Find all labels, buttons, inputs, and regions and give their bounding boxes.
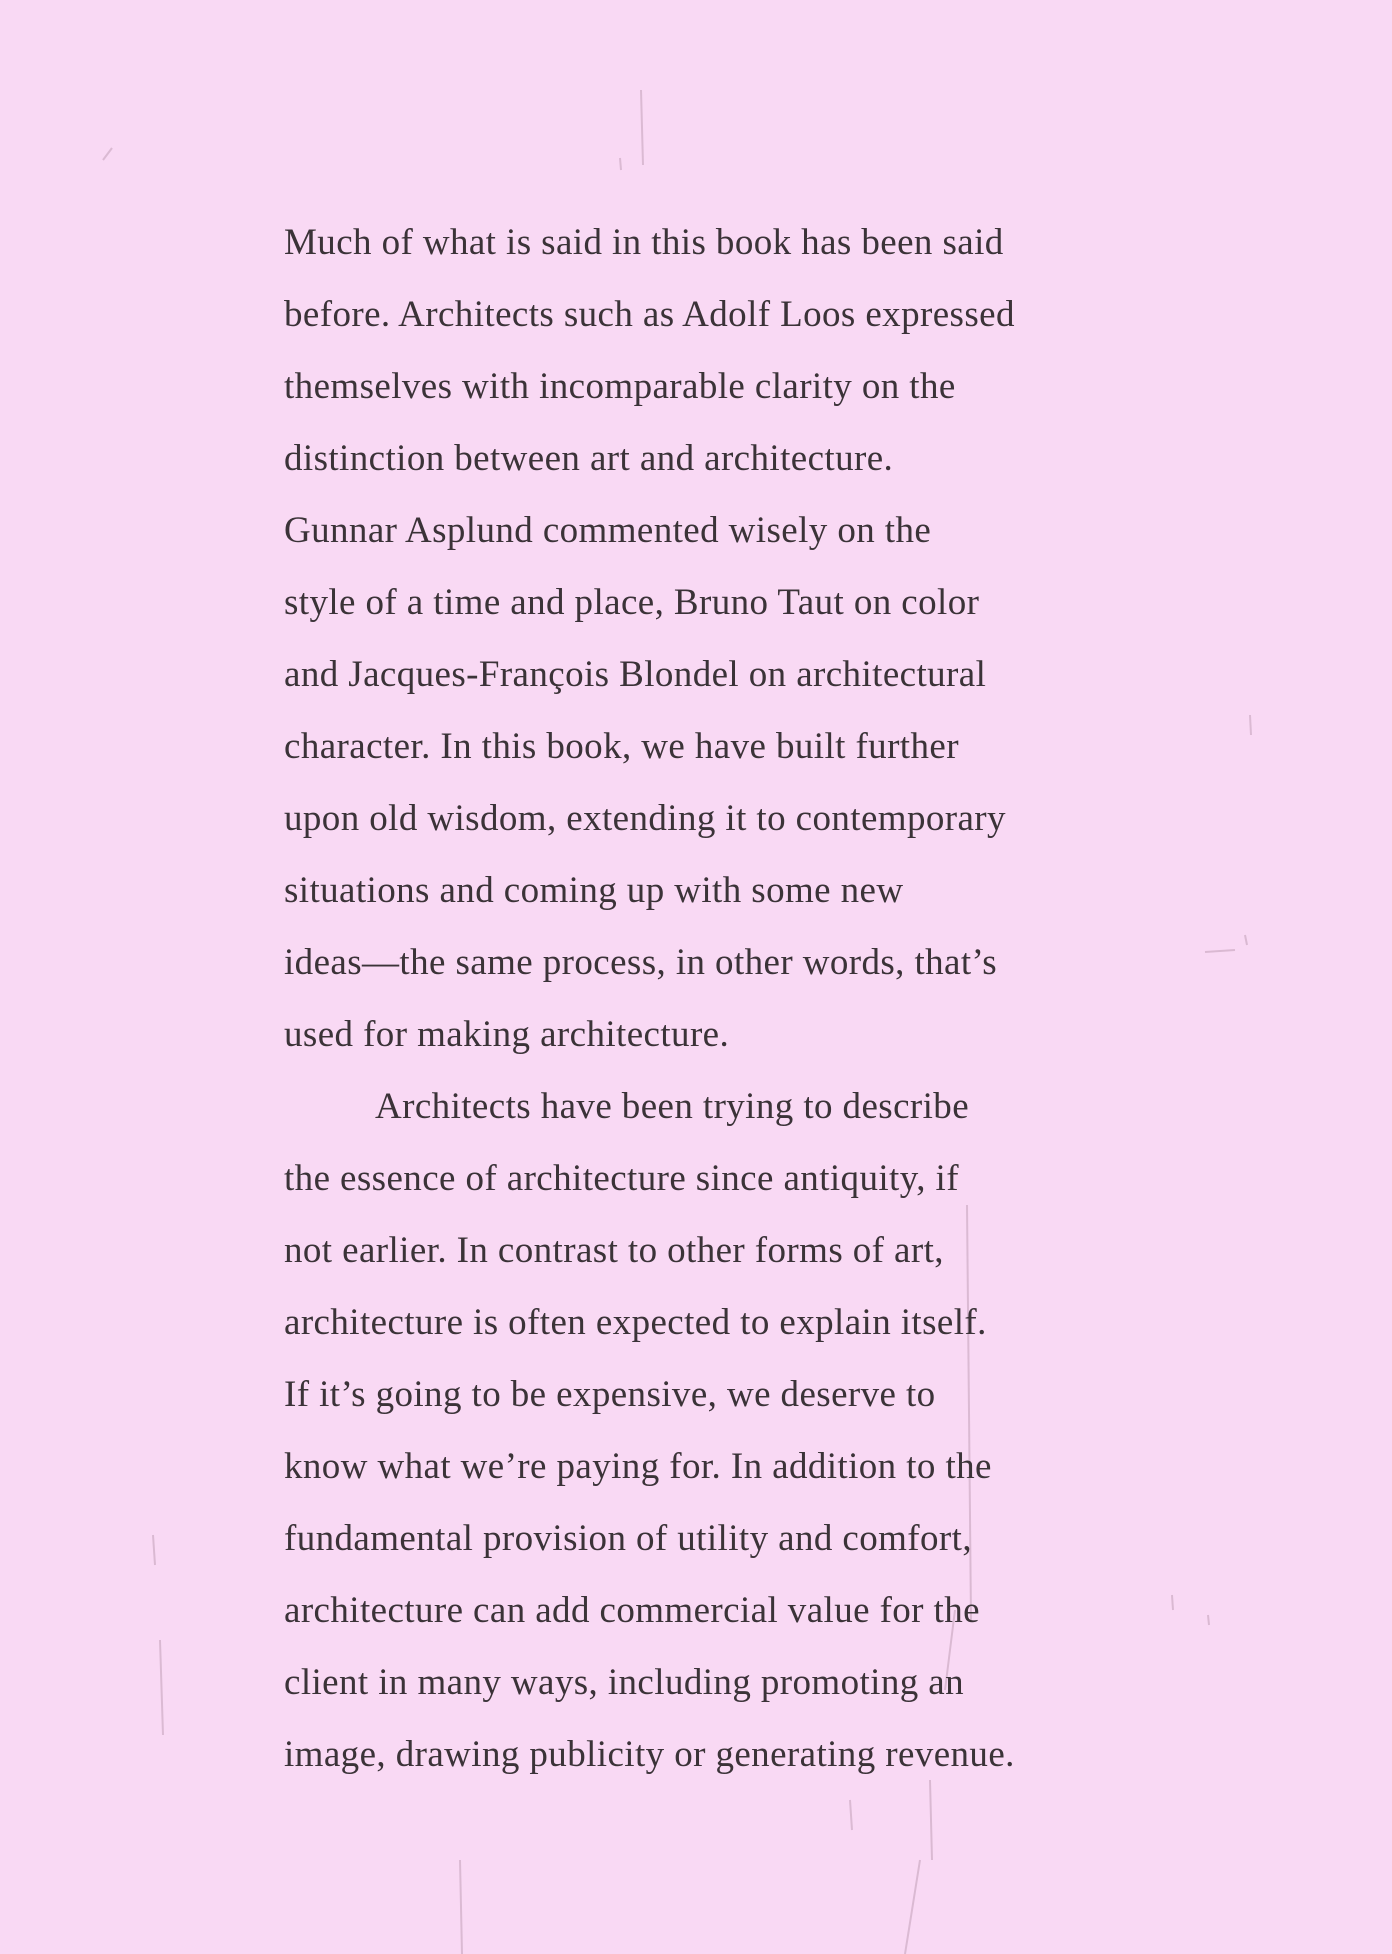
text-line: not earlier. In contrast to other forms of art, — [284, 1230, 944, 1271]
text-line: If it’s going to be expensive, we deserve to — [284, 1374, 936, 1415]
paragraph-2 — [284, 1071, 1184, 1791]
text-line: Architects have been trying to describe — [375, 1086, 970, 1127]
text-line: image, drawing publicity or generating revenue. — [284, 1734, 1015, 1775]
text-line: client in many ways, including promoting an — [284, 1662, 965, 1703]
text-line: upon old wisdom, extending it to contemporary — [284, 798, 1006, 839]
text-line: and Jacques-François Blondel on architectural — [284, 654, 987, 695]
body-text — [284, 207, 1184, 1791]
text-line: situations and coming up with some new — [284, 870, 904, 911]
text-line: used for making architecture. — [284, 1014, 730, 1055]
text-line: before. Architects such as Adolf Loos expressed — [284, 294, 1015, 335]
text-line: fundamental provision of utility and comfort, — [284, 1518, 972, 1559]
text-line: architecture can add commercial value for the — [284, 1590, 980, 1631]
text-line: character. In this book, we have built further — [284, 726, 959, 767]
text-line: Gunnar Asplund commented wisely on the — [284, 510, 932, 551]
text-line: the essence of architecture since antiquity, if — [284, 1158, 959, 1199]
text-line: themselves with incomparable clarity on the — [284, 366, 956, 407]
text-line: architecture is often expected to explain itself. — [284, 1302, 987, 1343]
paragraph-1 — [284, 207, 1184, 1071]
text-line: style of a time and place, Bruno Taut on color — [284, 582, 980, 623]
text-line: Much of what is said in this book has been said — [284, 222, 1004, 263]
text-line: distinction between art and architecture. — [284, 438, 894, 479]
text-line: know what we’re paying for. In addition to the — [284, 1446, 992, 1487]
text-line: ideas—the same process, in other words, that’s — [284, 942, 998, 983]
